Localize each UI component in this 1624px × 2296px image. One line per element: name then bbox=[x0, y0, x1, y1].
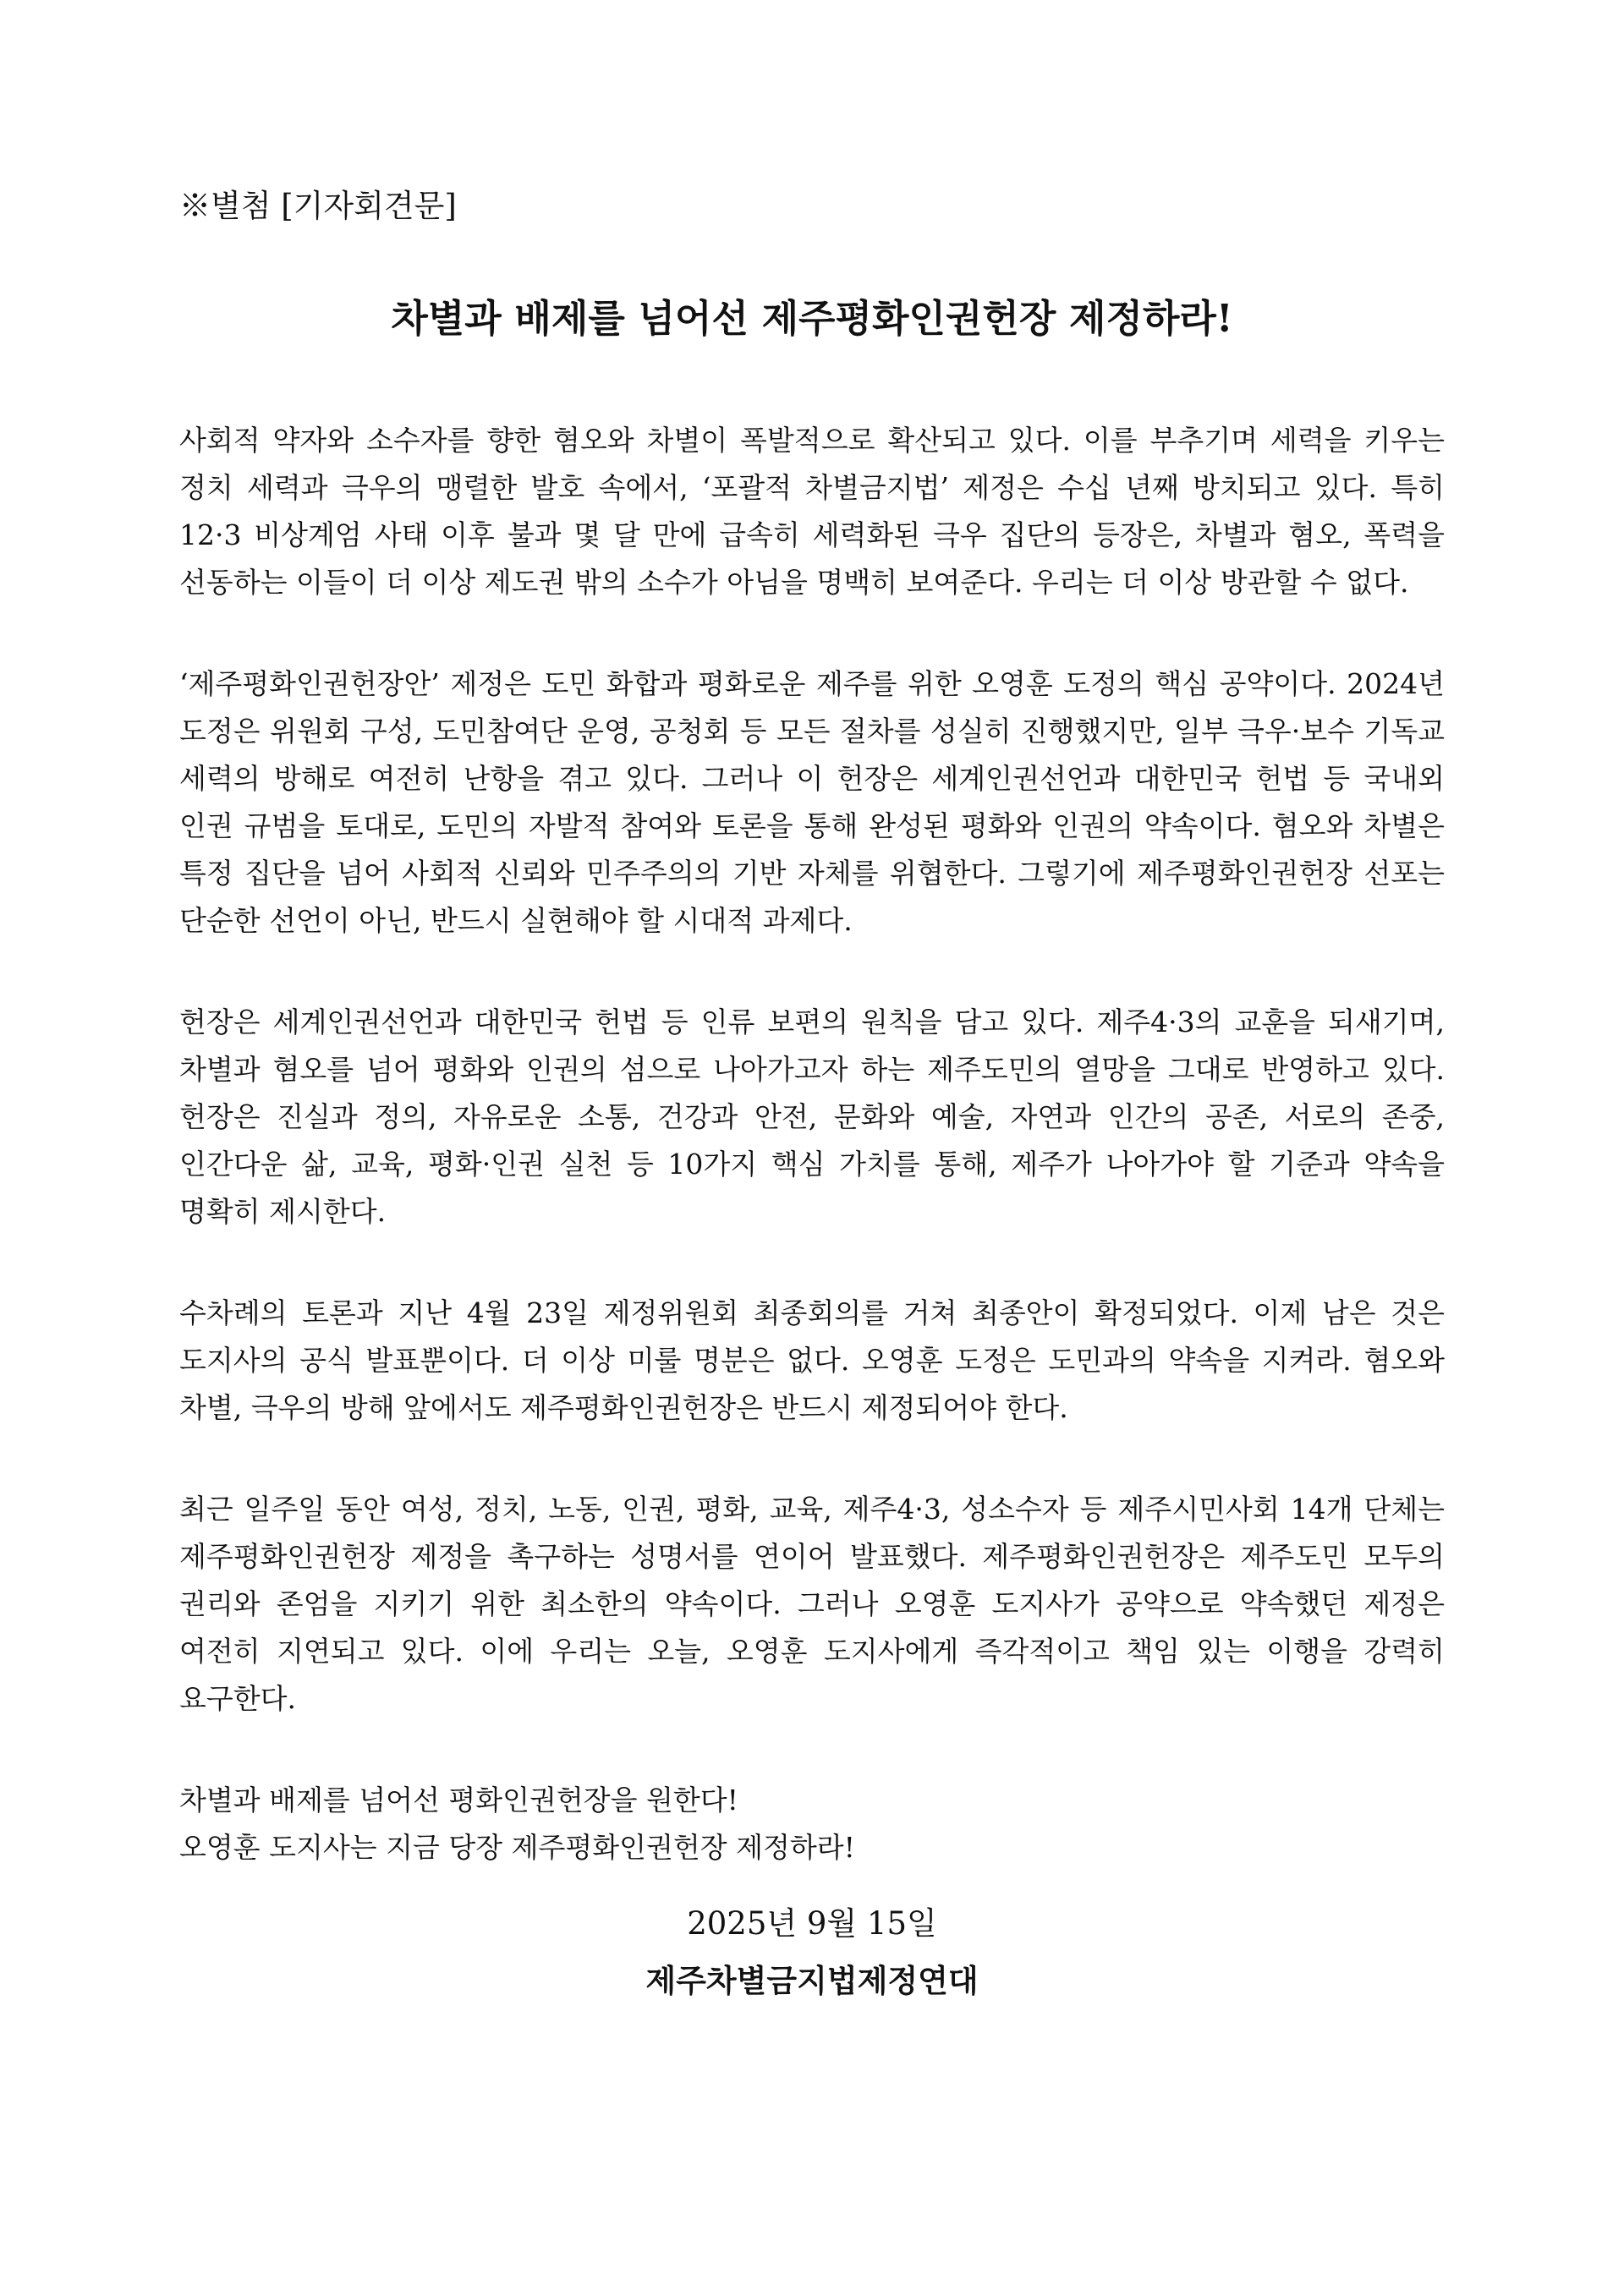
slogan-2: 오영훈 도지사는 지금 당장 제주평화인권헌장 제정하라! bbox=[179, 1831, 855, 1864]
paragraph-3: 헌장은 세계인권선언과 대한민국 헌법 등 인류 보편의 원칙을 담고 있다. 제주4·3의 교훈을 되새기며, 차별과 혐오를 넘어 평화와 인권의 섬으로 나아가고자 하는 제주도민의 열망을 그대로 반영하고 있다. 헌장은 진실과 정의, 자유로운 소통, 건강과 안전, 문화와 예술, 자연과 인간의 공존, 서로의 존중, 인간다운 삶, 교육, 평화·인권 실천 등 10가지 핵심 가치를 통해, 제주가 나아가야 할 기준과 약속을 명확히 제시한다. bbox=[179, 1006, 1445, 1228]
document-date: 2025년 9월 15일 bbox=[687, 1905, 937, 1942]
attachment-label: ※별첨 [기자회견문] bbox=[179, 188, 457, 224]
document-title: 차별과 배제를 넘어선 제주평화인권헌장 제정하라! bbox=[391, 296, 1233, 341]
paragraph-4: 수차례의 토론과 지난 4월 23일 제정위원회 최종회의를 거쳐 최종안이 확정되었다. 이제 남은 것은 도지사의 공식 발표뿐이다. 더 이상 미룰 명분은 없다. 오영훈 도정은 도민과의 약속을 지켜라. 혐오와 차별, 극우의 방해 앞에서도 제주평화인권헌장은 반드시 제정되어야 한다. bbox=[179, 1296, 1445, 1424]
document-body bbox=[179, 417, 1445, 1871]
paragraph-5: 최근 일주일 동안 여성, 정치, 노동, 인권, 평화, 교육, 제주4·3, 성소수자 등 제주시민사회 14개 단체는 제주평화인권헌장 제정을 촉구하는 성명서를 연이어 발표했다. 제주평화인권헌장은 제주도민 모두의 권리와 존엄을 지키기 위한 최소한의 약속이다. 그러나 오영훈 도지사가 공약으로 약속했던 제정은 여전히 지연되고 있다. 이에 우리는 오늘, 오영훈 도지사에게 즉각적이고 책임 있는 이행을 강력히 요구한다. bbox=[179, 1493, 1445, 1715]
paragraph-2: ‘제주평화인권헌장안’ 제정은 도민 화합과 평화로운 제주를 위한 오영훈 도정의 핵심 공약이다. 2024년 도정은 위원회 구성, 도민참여단 운영, 공청회 등 모든 절차를 성실히 진행했지만, 일부 극우·보수 기독교 세력의 방해로 여전히 난항을 겪고 있다. 그러나 이 헌장은 세계인권선언과 대한민국 헌법 등 국내외 인권 규범을 토대로, 도민의 자발적 참여와 토론을 통해 완성된 평화와 인권의 약속이다. 혐오와 차별은 특정 집단을 넘어 사회적 신뢰와 민주주의의 기반 자체를 위협한다. 그렇기에 제주평화인권헌장 선포는 단순한 선언이 아닌, 반드시 실현해야 할 시대적 과제다. bbox=[179, 667, 1445, 937]
slogans bbox=[179, 1777, 1445, 1871]
organization-name: 제주차별금지법제정연대 bbox=[645, 1962, 979, 1999]
paragraph-1: 사회적 약자와 소수자를 향한 혐오와 차별이 폭발적으로 확산되고 있다. 이를 부추기며 세력을 키우는 정치 세력과 극우의 맹렬한 발호 속에서, ‘포괄적 차별금지법’ 제정은 수십 년째 방치되고 있다. 특히 12·3 비상계엄 사태 이후 불과 몇 달 만에 급속히 세력화된 극우 집단의 등장은, 차별과 혐오, 폭력을 선동하는 이들이 더 이상 제도권 밖의 소수가 아님을 명백히 보여준다. 우리는 더 이상 방관할 수 없다. bbox=[179, 424, 1445, 599]
slogan-1: 차별과 배제를 넘어선 평화인권헌장을 원한다! bbox=[179, 1784, 738, 1817]
